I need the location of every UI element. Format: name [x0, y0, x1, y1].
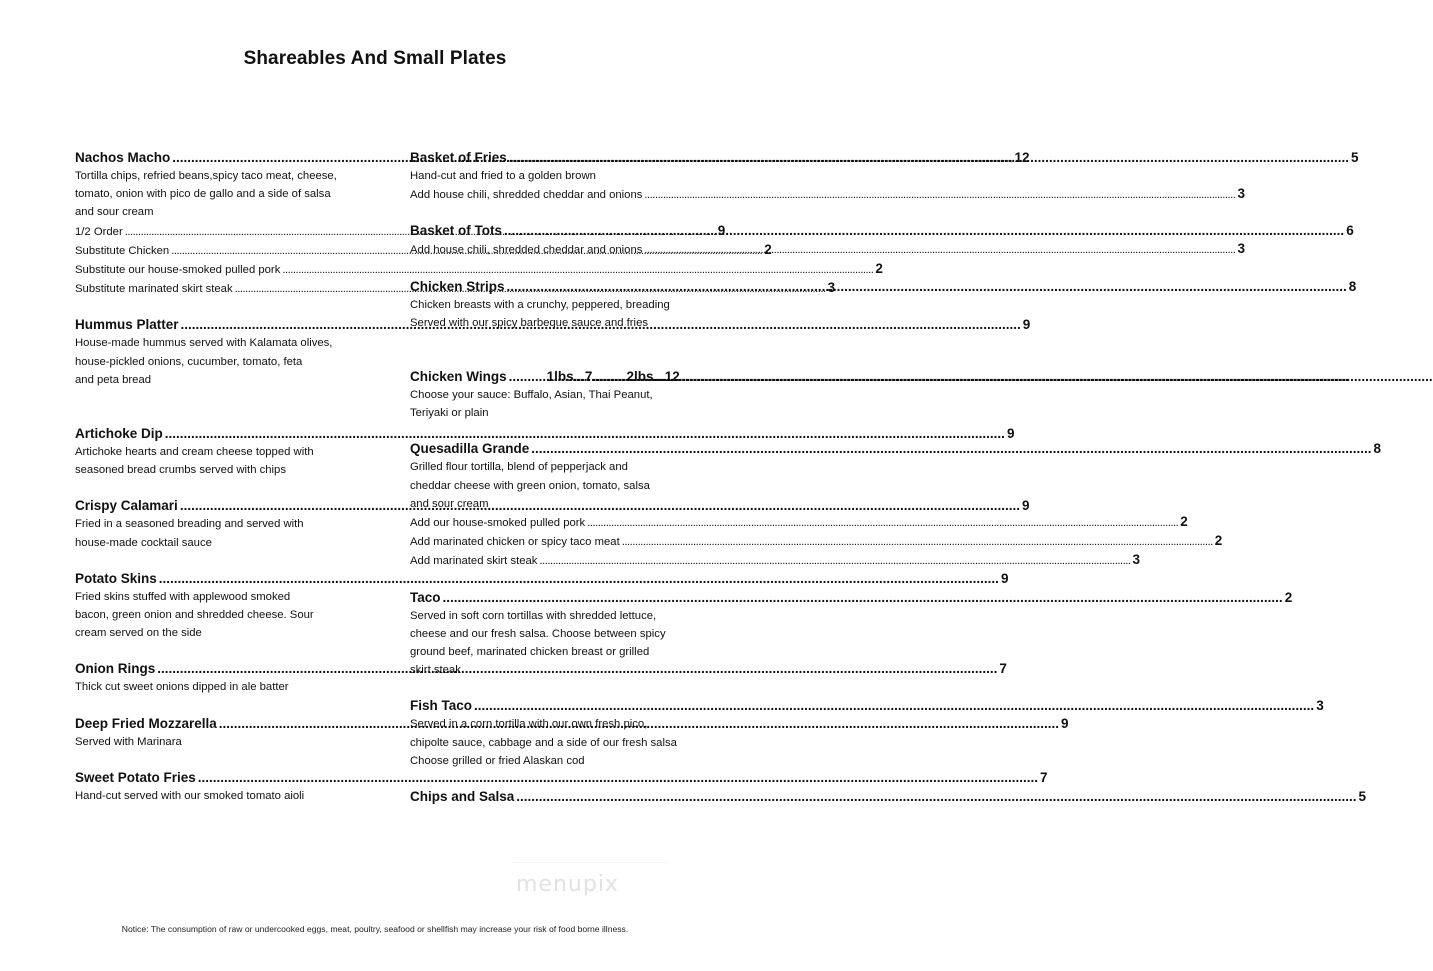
item-price: 2 [1284, 589, 1293, 605]
item-description: cheese and our fresh salsa. Choose between spicy [410, 627, 666, 640]
item-description: bacon, green onion and shredded cheese. Sour [75, 609, 314, 622]
item-description: House-made hummus served with Kalamata olives, [75, 337, 333, 350]
addon-row [410, 551, 1141, 570]
item-description: Tortilla chips, refried beans,spicy taco meat, cheese, [75, 170, 337, 182]
addon-price: 2 [1180, 514, 1188, 530]
item-name: Sweet Potato Fries [75, 769, 196, 785]
watermark-rule [514, 862, 666, 864]
item-description: skirt steak [410, 664, 461, 677]
menu-item-chicken-strips [410, 277, 1357, 332]
menu-item-chips-and-salsa [410, 787, 1366, 806]
addon-price: 2 [875, 261, 883, 277]
addon-label: Add house chili, shredded cheddar and onions [410, 244, 643, 257]
addon-row [410, 240, 1245, 259]
item-header [410, 588, 1293, 607]
item-name: Hummus Platter [75, 317, 179, 333]
menu-item-taco [410, 588, 1293, 680]
addon-label: Substitute marinated skirt steak [75, 283, 233, 296]
item-name: Nachos Macho [75, 150, 171, 165]
item-price-2lb: 2lbs...12 [626, 369, 680, 385]
addon-price: 2 [1214, 533, 1223, 549]
item-description: Artichoke hearts and cream cheese topped with [75, 446, 314, 459]
item-description: cream served on the side [75, 627, 202, 640]
menu-item-quesadilla-grande [410, 439, 1381, 570]
addon-price: 3 [1237, 186, 1245, 202]
item-description: Fried skins stuffed with applewood smoked [75, 590, 291, 603]
item-name: Onion Rings [75, 661, 156, 677]
addon-price: 3 [1132, 552, 1141, 568]
item-header [410, 221, 1354, 240]
item-name: Basket of Fries [410, 150, 507, 165]
item-description: Chicken breasts with a crunchy, peppered, breading [410, 298, 670, 311]
addon-label: Add house chili, shredded cheddar and onions [410, 189, 643, 202]
item-header [75, 569, 1009, 588]
item-name: Potato Skins [75, 570, 157, 586]
item-price: 9 [1022, 317, 1031, 333]
item-name: Taco [410, 589, 441, 605]
addon-price: 3 [1237, 241, 1245, 257]
item-header [410, 367, 680, 386]
item-name: Artichoke Dip [75, 426, 163, 442]
addon-row [410, 532, 1223, 551]
item-description: tomato, onion with pico de gallo and a side of salsa [75, 188, 331, 201]
right-column [410, 148, 1381, 806]
page-title: Shareables And Small Plates [243, 48, 507, 69]
item-price: 6 [1346, 223, 1354, 239]
item-name: Fish Taco [410, 698, 473, 714]
item-price: 8 [1373, 441, 1381, 457]
addon-label: Substitute Chicken [75, 244, 170, 257]
item-price-1lb: 1lbs...7 [546, 369, 593, 385]
item-header [410, 277, 1357, 296]
item-description: Hand-cut served with our smoked tomato aioli [75, 789, 305, 802]
item-name: Crispy Calamari [75, 498, 178, 514]
item-description: Served in a corn tortilla with our own fresh pico, [410, 718, 648, 731]
item-price: 9 [1021, 498, 1030, 514]
item-description: Served with our spicy barbeque sauce and fries [410, 316, 648, 329]
addon-row [75, 260, 883, 279]
item-description: chipolte sauce, cabbage and a side of our fresh salsa [410, 736, 677, 749]
food-safety-notice: Notice: The consumption of raw or undercooked eggs, meat, poultry, seafood or shellfish may increase your risk of food borne illness. [121, 924, 629, 934]
item-description: seasoned bread crumbs served with chips [75, 464, 286, 477]
watermark-logo: menupix [516, 872, 619, 897]
item-description: Served in soft corn tortillas with shredded lettuce, [410, 609, 657, 622]
item-description: ground beef, marinated chicken breast or grilled [410, 646, 650, 659]
item-price: 9 [1060, 715, 1069, 731]
item-description: Hand-cut and fried to a golden brown [410, 170, 596, 182]
item-name: Deep Fried Mozzarella [75, 715, 217, 731]
addon-label: Add our house-smoked pulled pork [410, 517, 586, 530]
item-price: 5 [1350, 150, 1359, 165]
item-name: Basket of Tots [410, 223, 503, 239]
menu-item-fish-taco [410, 696, 1324, 770]
addon-row [410, 513, 1188, 532]
item-description: Choose grilled or fried Alaskan cod [410, 754, 585, 767]
item-header [75, 424, 1015, 443]
item-price: 8 [1348, 278, 1357, 294]
item-description: Grilled flour tortilla, blend of pepperjack and [410, 461, 628, 474]
item-description: Teriyaki or plain [410, 407, 489, 420]
item-header [75, 768, 1048, 787]
addon-price: 2 [764, 241, 772, 257]
item-header [410, 787, 1366, 806]
item-description: and sour cream [410, 497, 489, 510]
menu-item-chicken-wings [410, 367, 680, 422]
item-description: Thick cut sweet onions dipped in ale batter [75, 681, 289, 694]
item-price: 9 [1000, 570, 1009, 586]
item-description: and peta bread [75, 373, 152, 386]
item-price: 5 [1358, 789, 1366, 805]
item-header [410, 439, 1381, 458]
item-description: house-pickled onions, cucumber, tomato, feta [75, 355, 303, 368]
item-description: house-made cocktail sauce [75, 536, 212, 549]
item-name: Quesadilla Grande [410, 441, 530, 457]
addon-label: Add marinated skirt steak [410, 555, 538, 568]
item-description: cheddar cheese with green onion, tomato, salsa [410, 479, 650, 492]
item-price: 3 [1316, 698, 1324, 714]
item-description: Served with Marinara [75, 735, 182, 748]
item-price: 9 [1006, 426, 1015, 442]
menu-item-basket-of-tots [410, 221, 1354, 259]
item-description: Fried in a seasoned breading and served with [75, 518, 304, 531]
addon-label: Substitute our house-smoked pulled pork [75, 264, 281, 277]
item-description: and sour cream [75, 206, 154, 219]
item-description: Choose your sauce: Buffalo, Asian, Thai Peanut, [410, 389, 653, 402]
item-price: 7 [999, 661, 1007, 677]
item-price: 12 [1014, 150, 1030, 165]
addon-label: Add marinated chicken or spicy taco meat [410, 536, 620, 549]
addon-price: 9 [717, 222, 726, 238]
addon-label: 1/2 Order [75, 225, 123, 238]
item-name: Chicken Wings [410, 369, 507, 385]
addon-price: 3 [827, 280, 836, 296]
item-name: Chips and Salsa [410, 789, 515, 805]
item-price: 7 [1039, 769, 1048, 785]
addon-row [410, 185, 1245, 204]
item-header [410, 696, 1324, 715]
item-name: Chicken Strips [410, 278, 505, 294]
